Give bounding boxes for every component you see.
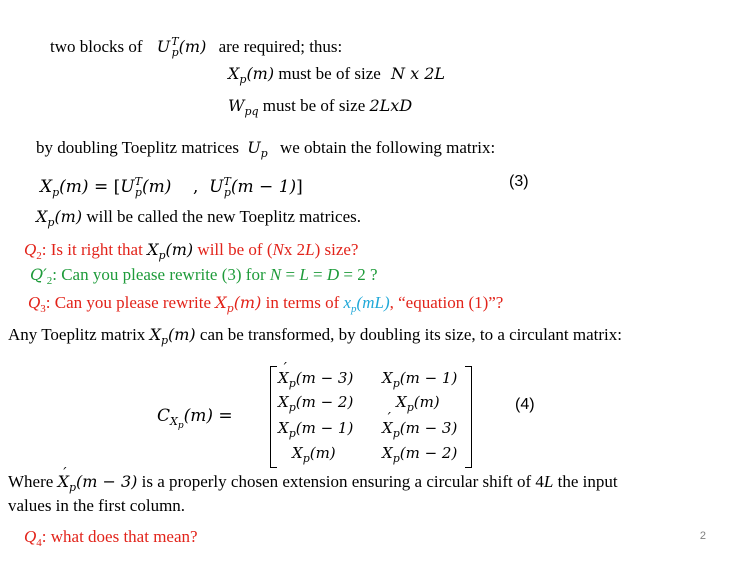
question-q4 xyxy=(24,527,198,553)
equation-number-3: (3) xyxy=(509,173,529,190)
text-line-3 xyxy=(228,96,412,122)
math-x-sub: p xyxy=(351,303,357,315)
text-span: = 2 ? xyxy=(339,265,378,284)
text-span: : what does that mean? xyxy=(41,527,198,546)
text-span: , “equation (1)”? xyxy=(389,293,504,312)
text-span: N xyxy=(272,240,284,259)
text-span: = xyxy=(308,265,327,284)
question-q2 xyxy=(24,240,358,266)
text-span: L xyxy=(305,240,315,259)
page-number: 2 xyxy=(699,530,706,542)
math-Xp: $X_p(m)$ xyxy=(147,240,194,262)
text-line-1 xyxy=(50,32,342,63)
q-label-sub: 2 xyxy=(46,275,53,287)
text-span: Any Toeplitz matrix xyxy=(8,325,150,344)
math-Up: $U^T_p(m)$ xyxy=(156,35,207,59)
question-q3 xyxy=(28,293,503,319)
math-Xp: $X_p(m)$ xyxy=(149,325,196,347)
size-expr: N x 2L xyxy=(391,64,446,83)
text-span: L xyxy=(543,472,554,491)
math-Wpq: $W_{pq}$ xyxy=(228,96,259,118)
text-span: x 2 xyxy=(283,240,306,259)
text-span: = xyxy=(281,265,300,284)
text-span: will be of ( xyxy=(193,240,273,259)
size-expr: 2LxD xyxy=(369,96,413,115)
text-span: must be of size xyxy=(258,96,370,115)
text-line-values: values in the first column. xyxy=(8,496,186,515)
text-span: are required; thus: xyxy=(218,37,343,56)
equation-4-lhs: $C_{X_p}(m)$ = xyxy=(157,406,233,431)
text-span: the input xyxy=(553,472,618,491)
text-span: N xyxy=(269,265,282,284)
math-x-arg: (mL) xyxy=(356,293,390,312)
text-span: D xyxy=(326,265,340,284)
text-span: is a properly chosen extension ensuring a circular shift of 4 xyxy=(137,472,544,491)
math-Xp: $X_p(m)$ xyxy=(215,293,262,315)
text-line-4 xyxy=(36,138,495,164)
text-span: ) size? xyxy=(314,240,359,259)
text-line-2 xyxy=(228,64,445,90)
text-span: : Can you please rewrite (3) for xyxy=(52,265,270,284)
equation-3: $X_p(m) = [U^T_p(m)$ , $U^T_p(m - 1)$] xyxy=(40,175,303,199)
text-span: by doubling Toeplitz matrices xyxy=(36,138,244,157)
text-span: can be transformed, by doubling its size, to a circulant matrix: xyxy=(195,325,622,344)
text-span: in terms of xyxy=(261,293,344,312)
q-label-sub: 3 xyxy=(40,303,46,315)
text-line-where xyxy=(8,472,618,498)
q-label: Q xyxy=(28,293,41,312)
text-span: : Is it right that xyxy=(41,240,148,259)
math-Xp: $X_p(m)$ xyxy=(36,207,83,229)
math-Xp: $X_p(m)$ xyxy=(228,64,275,86)
math-Up: $U_p$ xyxy=(247,138,268,160)
q-label-sub: 2 xyxy=(36,250,42,262)
math-Xp-hat: ´ $X_p(m - 3)$ xyxy=(58,472,138,491)
text-span: : Can you please rewrite xyxy=(45,293,216,312)
equation-number-4: (4) xyxy=(515,396,535,413)
text-span: Where xyxy=(8,472,58,491)
text-span: we obtain the following matrix: xyxy=(279,138,496,157)
q-label-sub: 4 xyxy=(36,537,42,549)
q-label: Q xyxy=(24,527,37,546)
text-line-6 xyxy=(36,207,361,233)
question-q2-prime xyxy=(30,265,378,291)
q-label: Q xyxy=(24,240,37,259)
text-span: must be of size xyxy=(274,64,386,83)
text-span: two blocks of xyxy=(50,37,147,56)
circulant-matrix: ´ $X_p(m - 3)$ $X_p(m - 1)$ $X_p(m - 2)$ $X_p(m)$ $X_p(m - 1)$ ´ $X_p(m - 3)$ $X_p(m)$ $X_p(m - 2)$ xyxy=(270,366,472,466)
q-label: Q′ xyxy=(30,265,47,284)
text-span: L xyxy=(299,265,309,284)
math-x: x xyxy=(343,293,352,312)
text-line-any-toeplitz xyxy=(8,325,622,351)
text-span: will be called the new Toeplitz matrices. xyxy=(82,207,361,226)
